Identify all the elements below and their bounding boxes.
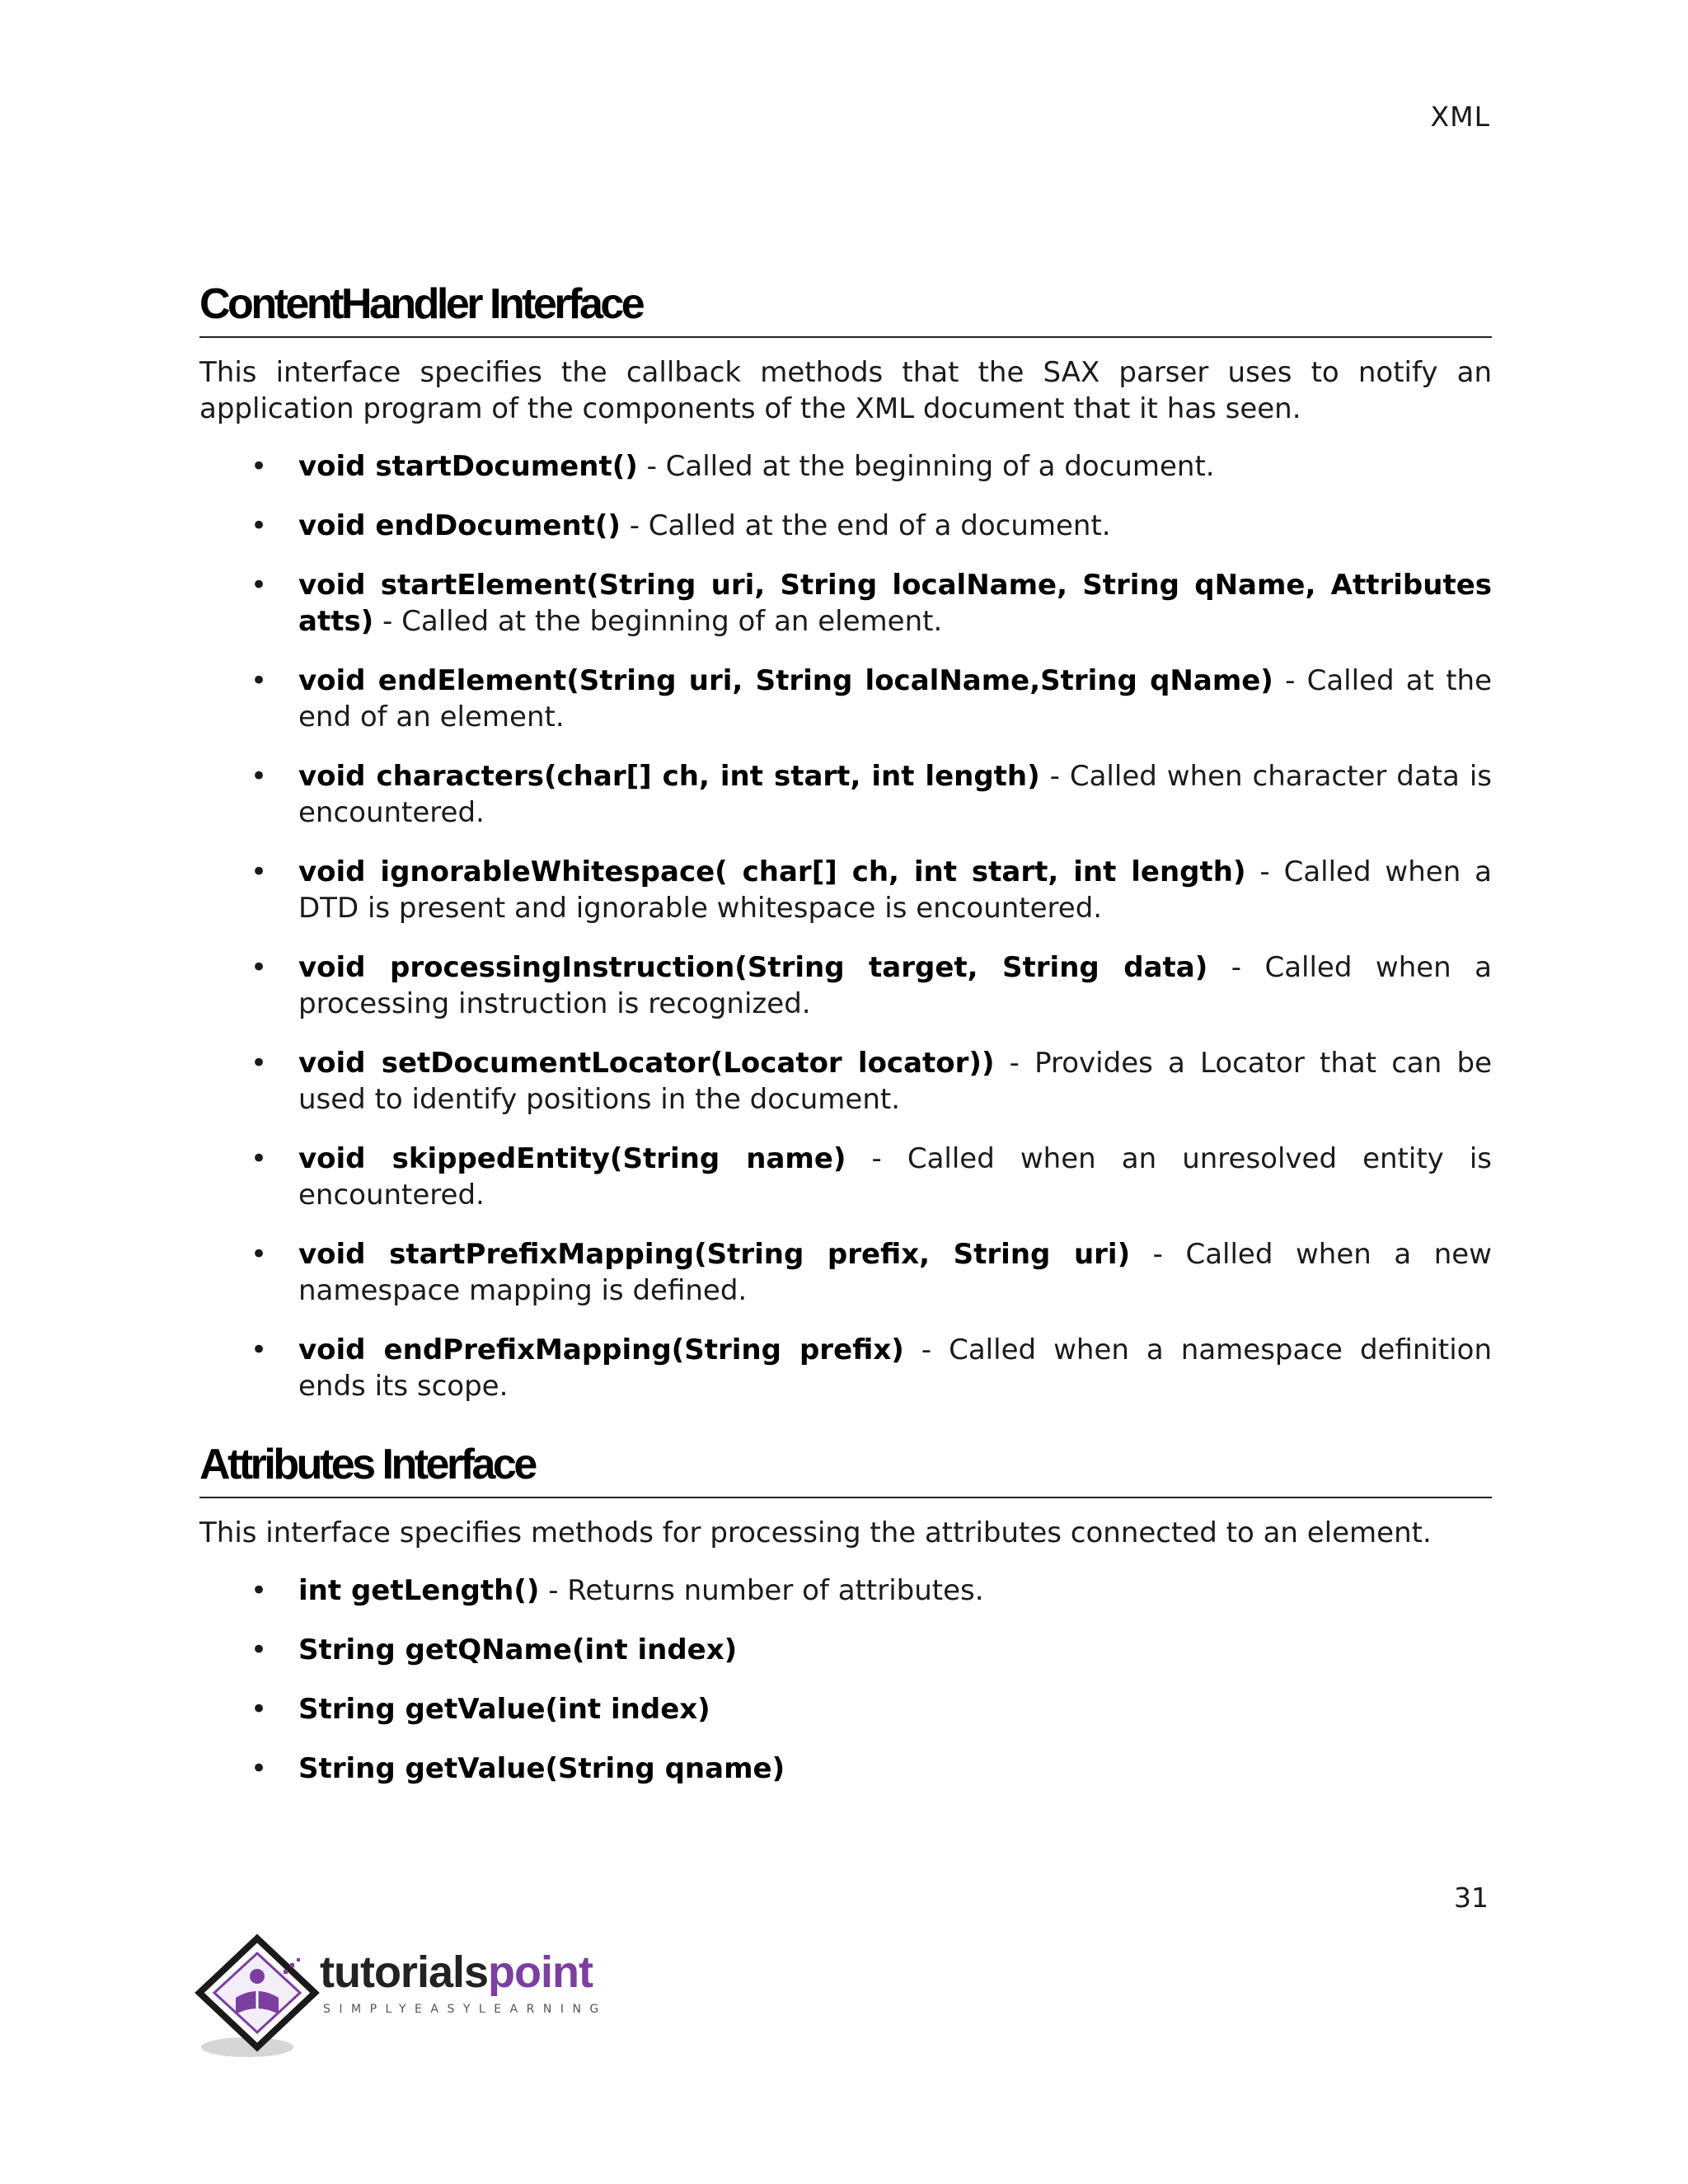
method-signature: int getLength() bbox=[298, 1573, 540, 1607]
list-item bbox=[199, 854, 1492, 926]
list-item bbox=[199, 1632, 1492, 1668]
bullet-icon: • bbox=[251, 1141, 268, 1175]
method-description: - Returns number of attributes. bbox=[539, 1573, 984, 1607]
method-description: - Called at the beginning of an element. bbox=[373, 604, 943, 638]
list-item bbox=[199, 1691, 1492, 1727]
list-item bbox=[199, 663, 1492, 735]
section-heading-contenthandler: ContentHandler Interface bbox=[199, 280, 1492, 338]
list-item bbox=[199, 1141, 1492, 1213]
method-signature: void ignorableWhitespace( char[] ch, int start, int length) bbox=[298, 855, 1246, 888]
list-item bbox=[199, 1572, 1492, 1609]
method-signature: void endElement(String uri, String localName,String qName) bbox=[298, 663, 1273, 697]
bullet-icon: • bbox=[251, 509, 268, 542]
method-description: - Called when a processing instruction is recognized. bbox=[298, 950, 1492, 1020]
method-description: - Provides a Locator that can be used to identify positions in the document. bbox=[298, 1046, 1492, 1116]
method-description: - Called when a DTD is present and ignorable whitespace is encountered. bbox=[298, 855, 1492, 925]
attributes-method-list bbox=[199, 1572, 1492, 1787]
bullet-icon: • bbox=[251, 1333, 268, 1366]
list-item bbox=[199, 1750, 1492, 1787]
method-signature: String getQName(int index) bbox=[298, 1633, 738, 1666]
method-signature: String getValue(int index) bbox=[298, 1692, 710, 1726]
bullet-icon: • bbox=[251, 1692, 268, 1726]
method-description: - Called when an unresolved entity is encountered. bbox=[298, 1141, 1492, 1212]
method-signature: void skippedEntity(String name) bbox=[298, 1141, 846, 1175]
method-description: - Called when character data is encountered. bbox=[298, 759, 1492, 829]
list-item bbox=[199, 758, 1492, 831]
section-intro-attributes: This interface specifies methods for processing the attributes connected to an element. bbox=[199, 1516, 1432, 1549]
attributes-section bbox=[199, 1441, 1492, 1787]
bullet-icon: • bbox=[251, 759, 268, 793]
list-item bbox=[199, 1045, 1492, 1118]
method-signature: void endPrefixMapping(String prefix) bbox=[298, 1333, 904, 1366]
contenthandler-method-list bbox=[199, 448, 1492, 1404]
list-item bbox=[199, 567, 1492, 640]
bullet-icon: • bbox=[251, 855, 268, 888]
logo-diamond-icon bbox=[195, 1933, 326, 2065]
bullet-icon: • bbox=[251, 950, 268, 984]
tutorialspoint-logo bbox=[195, 1933, 623, 2065]
bullet-icon: • bbox=[251, 1633, 268, 1666]
section-intro-contenthandler: This interface specifies the callback methods that the SAX parser uses to notify an application program of the components of the XML document that it has seen. bbox=[199, 355, 1492, 425]
method-signature: void startDocument() bbox=[298, 449, 638, 483]
bullet-icon: • bbox=[251, 663, 268, 697]
method-signature: void processingInstruction(String target, String data) bbox=[298, 950, 1208, 984]
page-content bbox=[199, 280, 1492, 1810]
method-description: - Called at the end of a document. bbox=[620, 509, 1111, 542]
logo-wordmark: tutorialspoint bbox=[320, 1947, 593, 1997]
method-signature: void startPrefixMapping(String prefix, String uri) bbox=[298, 1237, 1131, 1271]
section-heading-attributes: Attributes Interface bbox=[199, 1441, 1492, 1498]
method-description: - Called at the beginning of a document. bbox=[637, 449, 1215, 483]
method-description: - Called at the end of an element. bbox=[298, 663, 1492, 733]
bullet-icon: • bbox=[251, 1237, 268, 1271]
bullet-icon: • bbox=[251, 1751, 268, 1785]
list-item bbox=[199, 448, 1492, 485]
logo-tagline: SIMPLYEASYLEARNING bbox=[323, 2003, 607, 2016]
running-header: XML bbox=[1430, 101, 1490, 133]
method-description: - Called when a namespace definition ends its scope. bbox=[298, 1333, 1492, 1403]
bullet-icon: • bbox=[251, 1046, 268, 1080]
method-signature: void startElement(String uri, String localName, String qName, Attributes atts) bbox=[298, 568, 1492, 638]
bullet-icon: • bbox=[251, 568, 268, 602]
bullet-icon: • bbox=[251, 1573, 268, 1607]
bullet-icon: • bbox=[251, 449, 268, 483]
list-item bbox=[199, 1332, 1492, 1404]
list-item bbox=[199, 508, 1492, 544]
list-item bbox=[199, 1236, 1492, 1309]
method-signature: String getValue(String qname) bbox=[298, 1751, 785, 1785]
method-description: - Called when a new namespace mapping is defined. bbox=[298, 1237, 1492, 1307]
method-signature: void characters(char[] ch, int start, int length) bbox=[298, 759, 1040, 793]
list-item bbox=[199, 949, 1492, 1022]
page-number: 31 bbox=[1454, 1882, 1489, 1914]
method-signature: void endDocument() bbox=[298, 509, 621, 542]
method-signature: void setDocumentLocator(Locator locator)) bbox=[298, 1046, 995, 1080]
